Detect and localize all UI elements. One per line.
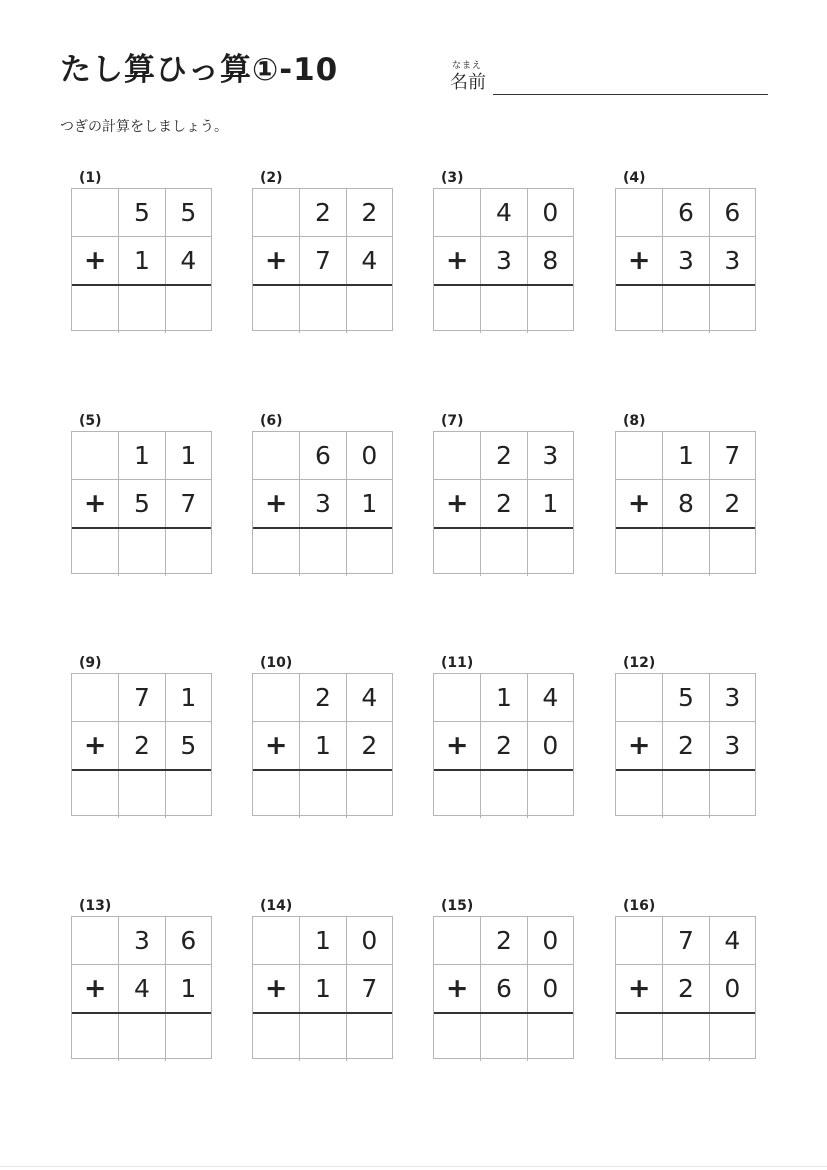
digit-cell: 4: [346, 674, 392, 721]
digit-cell: 7: [709, 432, 755, 479]
answer-row: [434, 771, 573, 818]
addend-top-row: [72, 432, 211, 479]
answer-cell[interactable]: [253, 1014, 299, 1061]
digit-cell: 1: [662, 432, 708, 479]
plus-sign: +: [627, 245, 651, 276]
answer-cell[interactable]: [346, 771, 392, 818]
digit-cell: 6: [480, 965, 526, 1012]
digit-cell: 6: [709, 189, 755, 236]
answer-row: [72, 1014, 211, 1061]
digit-cell: 2: [480, 917, 526, 964]
digit-cell: 0: [527, 189, 573, 236]
empty-cell: [253, 432, 299, 479]
answer-cell[interactable]: [616, 771, 662, 818]
answer-row: [434, 286, 573, 333]
plus-sign: +: [445, 973, 469, 1004]
digit-cell: 5: [165, 189, 211, 236]
answer-cell[interactable]: [480, 1014, 526, 1061]
problem-number: (9): [79, 655, 102, 671]
digit-cell: 6: [299, 432, 345, 479]
empty-cell: [72, 674, 118, 721]
answer-cell[interactable]: [72, 286, 118, 333]
problem-number: (7): [441, 413, 464, 429]
digit-cell: 4: [346, 237, 392, 284]
answer-row: [434, 1014, 573, 1061]
addend-top-row: [253, 432, 392, 479]
digit-cell: 4: [709, 917, 755, 964]
addend-top-row: [253, 917, 392, 964]
addend-top-row: [616, 674, 755, 721]
answer-cell[interactable]: [527, 286, 573, 333]
digit-cell: 4: [165, 237, 211, 284]
answer-row: [434, 529, 573, 576]
empty-cell: [434, 432, 480, 479]
digit-cell: 2: [480, 432, 526, 479]
plus-sign: +: [83, 488, 107, 519]
answer-cell[interactable]: [616, 529, 662, 576]
empty-cell: [253, 917, 299, 964]
addition-grid: [252, 673, 393, 816]
digit-cell: 0: [709, 965, 755, 1012]
addend-top-row: [616, 189, 755, 236]
answer-cell[interactable]: [662, 286, 708, 333]
plus-sign: +: [264, 973, 288, 1004]
digit-cell: 2: [480, 480, 526, 527]
digit-cell: 6: [662, 189, 708, 236]
answer-cell[interactable]: [165, 771, 211, 818]
addend-top-row: [434, 674, 573, 721]
addend-bottom-row: [72, 479, 211, 529]
digit-cell: 7: [299, 237, 345, 284]
answer-cell[interactable]: [346, 286, 392, 333]
digit-cell: 0: [527, 965, 573, 1012]
digit-cell: 2: [299, 189, 345, 236]
plus-sign: +: [264, 245, 288, 276]
problem-number: (15): [441, 898, 474, 914]
plus-sign: +: [264, 730, 288, 761]
answer-cell[interactable]: [72, 771, 118, 818]
addend-top-row: [434, 432, 573, 479]
digit-cell: 4: [118, 965, 164, 1012]
digit-cell: 1: [527, 480, 573, 527]
answer-cell[interactable]: [165, 286, 211, 333]
answer-cell[interactable]: [616, 1014, 662, 1061]
answer-cell[interactable]: [253, 286, 299, 333]
empty-cell: [72, 189, 118, 236]
answer-row: [616, 771, 755, 818]
addition-grid: [71, 916, 212, 1059]
digit-cell: 7: [118, 674, 164, 721]
plus-sign: +: [83, 730, 107, 761]
addition-grid: [252, 188, 393, 331]
answer-row: [72, 286, 211, 333]
digit-cell: 2: [346, 189, 392, 236]
problem-number: (14): [260, 898, 293, 914]
digit-cell: 2: [346, 722, 392, 769]
answer-cell[interactable]: [662, 1014, 708, 1061]
digit-cell: 2: [662, 722, 708, 769]
digit-cell: 3: [527, 432, 573, 479]
answer-cell[interactable]: [434, 286, 480, 333]
problem-number: (4): [623, 170, 646, 186]
plus-sign: +: [627, 730, 651, 761]
answer-cell[interactable]: [165, 529, 211, 576]
answer-cell[interactable]: [72, 529, 118, 576]
digit-cell: 3: [709, 674, 755, 721]
digit-cell: 3: [299, 480, 345, 527]
digit-cell: 0: [527, 722, 573, 769]
digit-cell: 2: [480, 722, 526, 769]
addition-grid: [252, 916, 393, 1059]
addend-top-row: [253, 674, 392, 721]
digit-cell: 2: [709, 480, 755, 527]
digit-cell: 5: [118, 189, 164, 236]
addend-bottom-row: [72, 721, 211, 771]
problem-number: (3): [441, 170, 464, 186]
digit-cell: 5: [165, 722, 211, 769]
answer-cell[interactable]: [527, 529, 573, 576]
digit-cell: 1: [480, 674, 526, 721]
addend-top-row: [434, 189, 573, 236]
answer-cell[interactable]: [165, 1014, 211, 1061]
addend-bottom-row: [253, 479, 392, 529]
answer-cell[interactable]: [434, 529, 480, 576]
answer-cell[interactable]: [527, 1014, 573, 1061]
digit-cell: 2: [299, 674, 345, 721]
problem-number: (12): [623, 655, 656, 671]
addend-top-row: [434, 917, 573, 964]
digit-cell: 1: [299, 917, 345, 964]
answer-cell[interactable]: [616, 286, 662, 333]
addition-grid: [252, 431, 393, 574]
answer-row: [72, 771, 211, 818]
plus-sign: +: [83, 245, 107, 276]
answer-row: [616, 286, 755, 333]
answer-cell[interactable]: [253, 529, 299, 576]
digit-cell: 6: [165, 917, 211, 964]
answer-cell[interactable]: [118, 529, 164, 576]
plus-sign: +: [445, 245, 469, 276]
digit-cell: 4: [480, 189, 526, 236]
problem-number: (5): [79, 413, 102, 429]
addend-bottom-row: [253, 964, 392, 1014]
answer-row: [253, 1014, 392, 1061]
problem-number: (8): [623, 413, 646, 429]
addend-top-row: [72, 674, 211, 721]
empty-cell: [434, 674, 480, 721]
empty-cell: [253, 674, 299, 721]
problem-number: (16): [623, 898, 656, 914]
answer-cell[interactable]: [434, 771, 480, 818]
addend-top-row: [72, 917, 211, 964]
answer-row: [253, 529, 392, 576]
answer-cell[interactable]: [299, 1014, 345, 1061]
answer-cell[interactable]: [480, 286, 526, 333]
digit-cell: 4: [527, 674, 573, 721]
addition-grid: [615, 916, 756, 1059]
addition-grid: [433, 916, 574, 1059]
name-ruby: なまえ: [452, 61, 483, 71]
addend-bottom-row: [434, 964, 573, 1014]
empty-cell: [434, 189, 480, 236]
addend-bottom-row: [616, 721, 755, 771]
answer-cell[interactable]: [662, 771, 708, 818]
problem-number: (6): [260, 413, 283, 429]
answer-cell[interactable]: [299, 529, 345, 576]
digit-cell: 8: [662, 480, 708, 527]
plus-sign: +: [445, 488, 469, 519]
answer-cell[interactable]: [709, 529, 755, 576]
problem-number: (11): [441, 655, 474, 671]
addition-grid: [433, 431, 574, 574]
answer-row: [253, 286, 392, 333]
digit-cell: 2: [662, 965, 708, 1012]
addend-top-row: [616, 917, 755, 964]
digit-cell: 1: [346, 480, 392, 527]
plus-sign: +: [264, 488, 288, 519]
plus-sign: +: [627, 488, 651, 519]
empty-cell: [72, 432, 118, 479]
answer-cell[interactable]: [662, 529, 708, 576]
answer-row: [253, 771, 392, 818]
instruction-text: つぎの計算をしましょう。: [60, 119, 228, 135]
addition-grid: [615, 431, 756, 574]
addend-bottom-row: [72, 964, 211, 1014]
answer-row: [72, 529, 211, 576]
digit-cell: 1: [118, 432, 164, 479]
answer-cell[interactable]: [118, 1014, 164, 1061]
answer-cell[interactable]: [480, 771, 526, 818]
digit-cell: 0: [346, 432, 392, 479]
addition-grid: [433, 188, 574, 331]
digit-cell: 3: [118, 917, 164, 964]
answer-cell[interactable]: [253, 771, 299, 818]
addition-grid: [71, 673, 212, 816]
problem-number: (1): [79, 170, 102, 186]
digit-cell: 8: [527, 237, 573, 284]
answer-cell[interactable]: [118, 771, 164, 818]
addition-grid: [71, 188, 212, 331]
answer-cell[interactable]: [527, 771, 573, 818]
digit-cell: 1: [165, 432, 211, 479]
answer-row: [616, 529, 755, 576]
problem-number: (13): [79, 898, 112, 914]
answer-cell[interactable]: [346, 529, 392, 576]
addition-grid: [615, 188, 756, 331]
digit-cell: 5: [118, 480, 164, 527]
name-write-line[interactable]: [493, 94, 768, 95]
digit-cell: 1: [118, 237, 164, 284]
digit-cell: 0: [527, 917, 573, 964]
digit-cell: 1: [165, 674, 211, 721]
addend-top-row: [616, 432, 755, 479]
problem-number: (2): [260, 170, 283, 186]
plus-sign: +: [83, 973, 107, 1004]
empty-cell: [72, 917, 118, 964]
addend-bottom-row: [616, 479, 755, 529]
answer-cell[interactable]: [346, 1014, 392, 1061]
addend-bottom-row: [434, 721, 573, 771]
answer-cell[interactable]: [299, 286, 345, 333]
addend-bottom-row: [72, 236, 211, 286]
empty-cell: [616, 432, 662, 479]
digit-cell: 3: [709, 237, 755, 284]
addend-bottom-row: [253, 721, 392, 771]
plus-sign: +: [445, 730, 469, 761]
name-label: 名前: [450, 72, 486, 93]
answer-cell[interactable]: [118, 286, 164, 333]
digit-cell: 2: [118, 722, 164, 769]
digit-cell: 7: [662, 917, 708, 964]
digit-cell: 7: [165, 480, 211, 527]
page-title: たし算ひっ算①-10: [60, 52, 339, 88]
addition-grid: [433, 673, 574, 816]
digit-cell: 3: [480, 237, 526, 284]
digit-cell: 5: [662, 674, 708, 721]
plus-sign: +: [627, 973, 651, 1004]
page-bottom-border: [0, 1166, 827, 1167]
empty-cell: [434, 917, 480, 964]
answer-cell[interactable]: [72, 1014, 118, 1061]
answer-cell[interactable]: [434, 1014, 480, 1061]
digit-cell: 0: [346, 917, 392, 964]
empty-cell: [253, 189, 299, 236]
digit-cell: 3: [709, 722, 755, 769]
addition-grid: [71, 431, 212, 574]
empty-cell: [616, 189, 662, 236]
empty-cell: [616, 674, 662, 721]
digit-cell: 7: [346, 965, 392, 1012]
answer-row: [616, 1014, 755, 1061]
addend-bottom-row: [616, 964, 755, 1014]
addend-bottom-row: [434, 479, 573, 529]
addend-top-row: [72, 189, 211, 236]
addition-grid: [615, 673, 756, 816]
answer-cell[interactable]: [709, 286, 755, 333]
digit-cell: 3: [662, 237, 708, 284]
addend-bottom-row: [253, 236, 392, 286]
answer-cell[interactable]: [709, 771, 755, 818]
digit-cell: 1: [165, 965, 211, 1012]
addend-bottom-row: [616, 236, 755, 286]
empty-cell: [616, 917, 662, 964]
answer-cell[interactable]: [709, 1014, 755, 1061]
addend-bottom-row: [434, 236, 573, 286]
addend-top-row: [253, 189, 392, 236]
answer-cell[interactable]: [299, 771, 345, 818]
digit-cell: 1: [299, 965, 345, 1012]
answer-cell[interactable]: [480, 529, 526, 576]
digit-cell: 1: [299, 722, 345, 769]
problem-number: (10): [260, 655, 293, 671]
